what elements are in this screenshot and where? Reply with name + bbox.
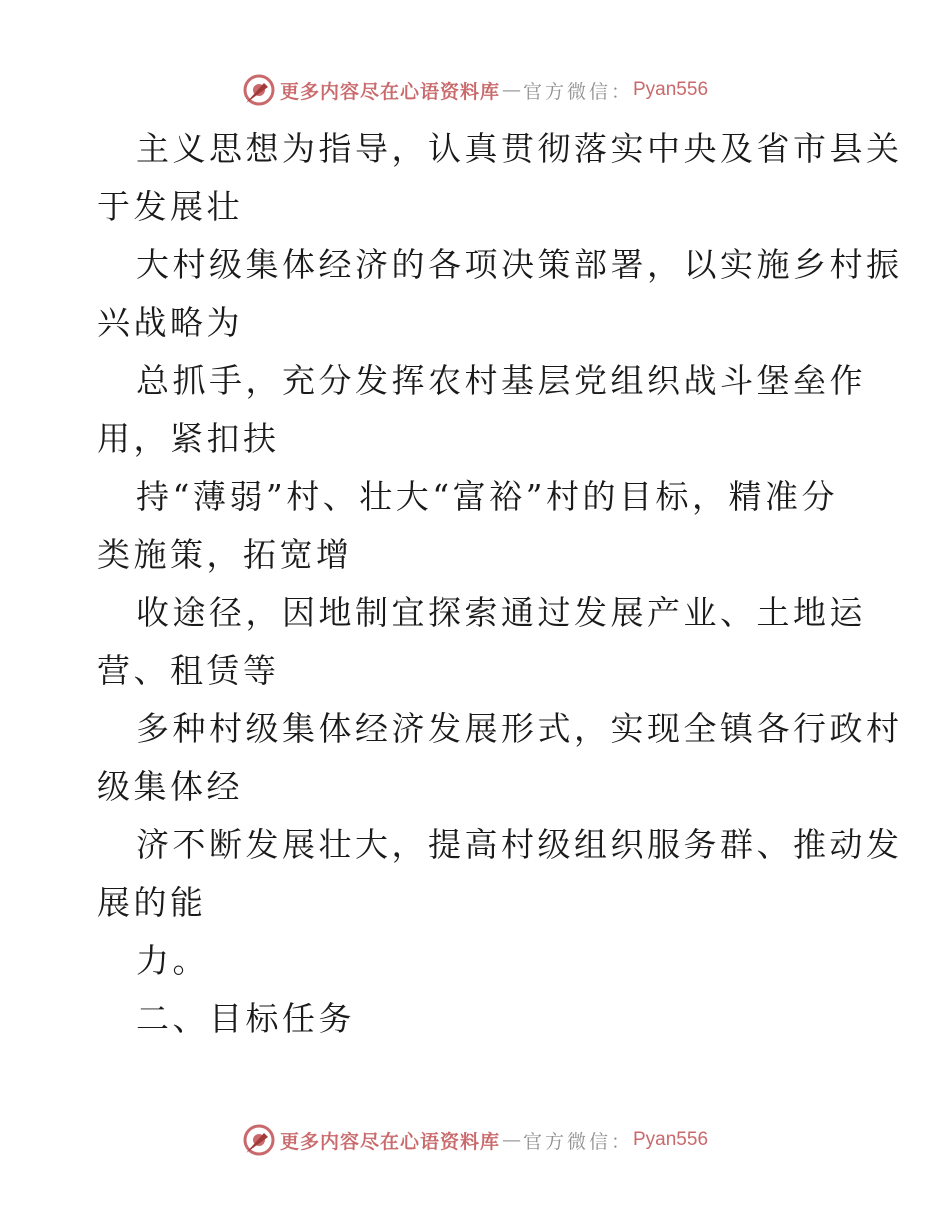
header-wechat-label: 官方微信：	[522, 80, 633, 103]
text-line: 总抓手，充分发挥农村基层党组织战斗堡垒作	[136, 361, 866, 400]
text-line: 力。	[136, 941, 209, 980]
text-line: 主义思想为指导，认真贯彻落实中央及省市县关	[136, 129, 903, 168]
logo-icon	[242, 73, 276, 107]
footer-wechat-label: 官方微信：	[522, 1130, 633, 1153]
logo-icon	[242, 1123, 276, 1157]
footer-site-name: 更多内容尽在心语资料库	[279, 1130, 500, 1153]
text-line: 济不断发展壮大，提高村级组织服务群、推动发	[136, 825, 903, 864]
footer-wechat-id: Pyan556	[633, 1129, 709, 1150]
text-line: 多种村级集体经济发展形式，实现全镇各行政村	[136, 709, 903, 748]
header-dash: —	[501, 79, 521, 101]
footer-dash: —	[501, 1129, 521, 1151]
document-body	[97, 120, 903, 1048]
text-line: 级集体经	[97, 767, 243, 806]
section-heading: 二、目标任务	[136, 999, 355, 1038]
text-line: 展的能	[97, 883, 207, 922]
text-line: 营、租赁等	[97, 651, 280, 690]
header-banner	[0, 70, 950, 110]
text-line: 于发展壮	[97, 187, 243, 226]
text-line: 大村级集体经济的各项决策部署，以实施乡村振	[136, 245, 903, 284]
footer-banner	[0, 1120, 950, 1160]
text-line: 类施策，拓宽增	[97, 535, 353, 574]
header-site-name: 更多内容尽在心语资料库	[279, 80, 500, 103]
text-line: 用，紧扣扶	[97, 419, 280, 458]
text-line: 收途径，因地制宜探索通过发展产业、土地运	[136, 593, 866, 632]
text-line: 兴战略为	[97, 303, 243, 342]
text-line: 持“薄弱”村、壮大“富裕”村的目标，精准分	[136, 477, 838, 516]
header-wechat-id: Pyan556	[633, 79, 709, 100]
